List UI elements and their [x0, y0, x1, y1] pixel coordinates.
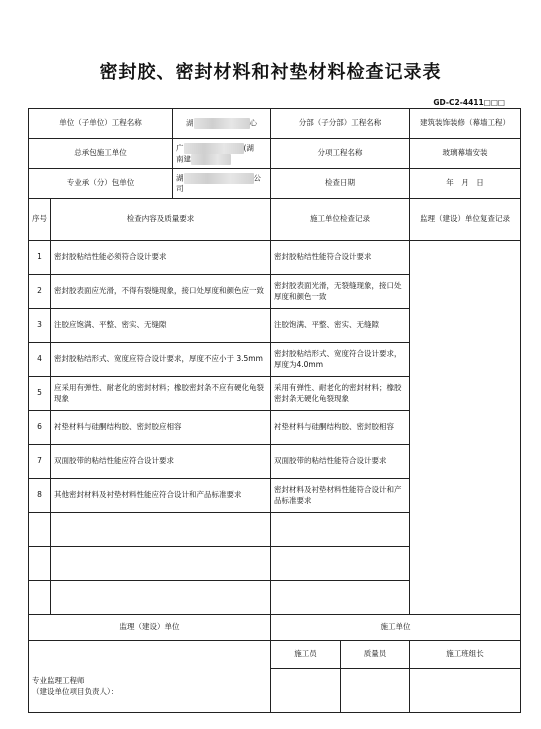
item-project-label: 分项工程名称 — [271, 139, 410, 169]
redaction-mask — [184, 143, 244, 154]
quality-officer-signature — [341, 669, 410, 713]
row-number: 4 — [29, 343, 51, 377]
constructor-signature — [271, 669, 341, 713]
row-requirement: 衬垫材料与硅酮结构胶、密封胶应相容 — [51, 411, 271, 445]
inspection-date-label: 检查日期 — [271, 169, 410, 199]
row-requirement: 密封胶粘结性能必须符合设计要求 — [51, 241, 271, 275]
subcontractor-value-end: 公 — [253, 173, 261, 183]
supervisor-signature-cell — [29, 641, 271, 713]
engineer-line1: 专业监理工程师 — [32, 676, 85, 686]
row-contractor-record: 密封胶粘结形式、宽度符合设计要求，厚度为4.0mm — [271, 343, 410, 377]
general-contractor-value-mid: (湖 — [243, 143, 254, 152]
sub-project-value: 建筑装饰装修（幕墙工程） — [410, 109, 521, 139]
redaction-mask — [194, 118, 250, 129]
row-number: 3 — [29, 309, 51, 343]
redaction-mask — [184, 173, 254, 184]
supervisor-unit-label: 监理（建设）单位 — [29, 615, 271, 641]
quality-officer-label: 质量员 — [341, 641, 410, 669]
team-leader-label: 施工班组长 — [410, 641, 521, 669]
col-header-seq: 序号 — [29, 199, 51, 241]
row-number: 8 — [29, 479, 51, 513]
row-contractor-record: 注胶饱满、平整、密实、无缝隙 — [271, 309, 410, 343]
document-code: GD-C2-4411□□□ — [433, 98, 505, 107]
subcontractor-label: 专业承（分）包单位 — [29, 169, 173, 199]
contractor-unit-label: 施工单位 — [271, 615, 521, 641]
subcontractor-value-start: 湖 — [176, 173, 184, 183]
subcontractor-value-line2: 司 — [176, 183, 184, 193]
table-row — [29, 241, 521, 275]
inspection-date-value: 年 月 日 — [410, 169, 521, 199]
page-title: 密封胶、密封材料和衬垫材料检查记录表 — [99, 62, 442, 83]
row-requirement: 注胶应饱满、平整、密实、无缝隙 — [51, 309, 271, 343]
sub-project-label: 分部（子分部）工程名称 — [271, 109, 410, 139]
general-contractor-value-start: 广 — [176, 143, 184, 152]
subcontractor-value — [173, 169, 271, 199]
row-contractor-record: 双面胶带的粘结性能符合设计要求 — [271, 445, 410, 479]
row-number: 1 — [29, 241, 51, 275]
col-header-supervisor-record: 监理（建设）单位复查记录 — [410, 199, 521, 241]
inspection-record-table — [28, 108, 521, 713]
row-requirement: 双面胶带的粘结性能应符合设计要求 — [51, 445, 271, 479]
row-requirement: 其他密封材料及衬垫材料性能应符合设计和产品标准要求 — [51, 479, 271, 513]
engineer-line2: （建设单位项目负责人）： — [32, 686, 119, 696]
row-number: 7 — [29, 445, 51, 479]
row-requirement: 密封胶表面应光滑，不得有裂缝现象，接口处厚度和颜色应一致 — [51, 275, 271, 309]
row-contractor-record: 采用有弹性、耐老化的密封材料；橡胶密封条无硬化龟裂现象 — [271, 377, 410, 411]
unit-project-label: 单位（子单位）工程名称 — [29, 109, 173, 139]
general-contractor-label: 总承包施工单位 — [29, 139, 173, 169]
team-leader-signature — [410, 669, 521, 713]
item-project-value: 玻璃幕墙安装 — [410, 139, 521, 169]
row-number: 5 — [29, 377, 51, 411]
row-contractor-record: 衬垫材料与硅酮结构胶、密封胶相容 — [271, 411, 410, 445]
col-header-requirements: 检查内容及质量要求 — [51, 199, 271, 241]
constructor-label: 施工员 — [271, 641, 341, 669]
row-contractor-record: 密封材料及衬垫材料性能符合设计和产品标准要求 — [271, 479, 410, 513]
row-contractor-record: 密封胶表面光滑，无裂缝现象，接口处厚度和颜色一致 — [271, 275, 410, 309]
unit-project-value — [173, 109, 271, 139]
row-requirement: 应采用有弹性、耐老化的密封材料；橡胶密封条不应有硬化龟裂现象 — [51, 377, 271, 411]
unit-project-value-end: 心 — [249, 118, 257, 128]
general-contractor-value — [173, 139, 271, 169]
unit-project-value-start: 湖 — [186, 118, 194, 128]
redaction-mask — [191, 154, 231, 165]
row-number: 2 — [29, 275, 51, 309]
general-contractor-value-line2: 南建 — [176, 154, 191, 163]
supervisor-record-cell — [410, 241, 521, 615]
row-contractor-record: 密封胶粘结性能符合设计要求 — [271, 241, 410, 275]
row-requirement: 密封胶粘结形式、宽度应符合设计要求，厚度不应小于 3.5mm — [51, 343, 271, 377]
col-header-contractor-record: 施工单位检查记录 — [271, 199, 410, 241]
row-number: 6 — [29, 411, 51, 445]
